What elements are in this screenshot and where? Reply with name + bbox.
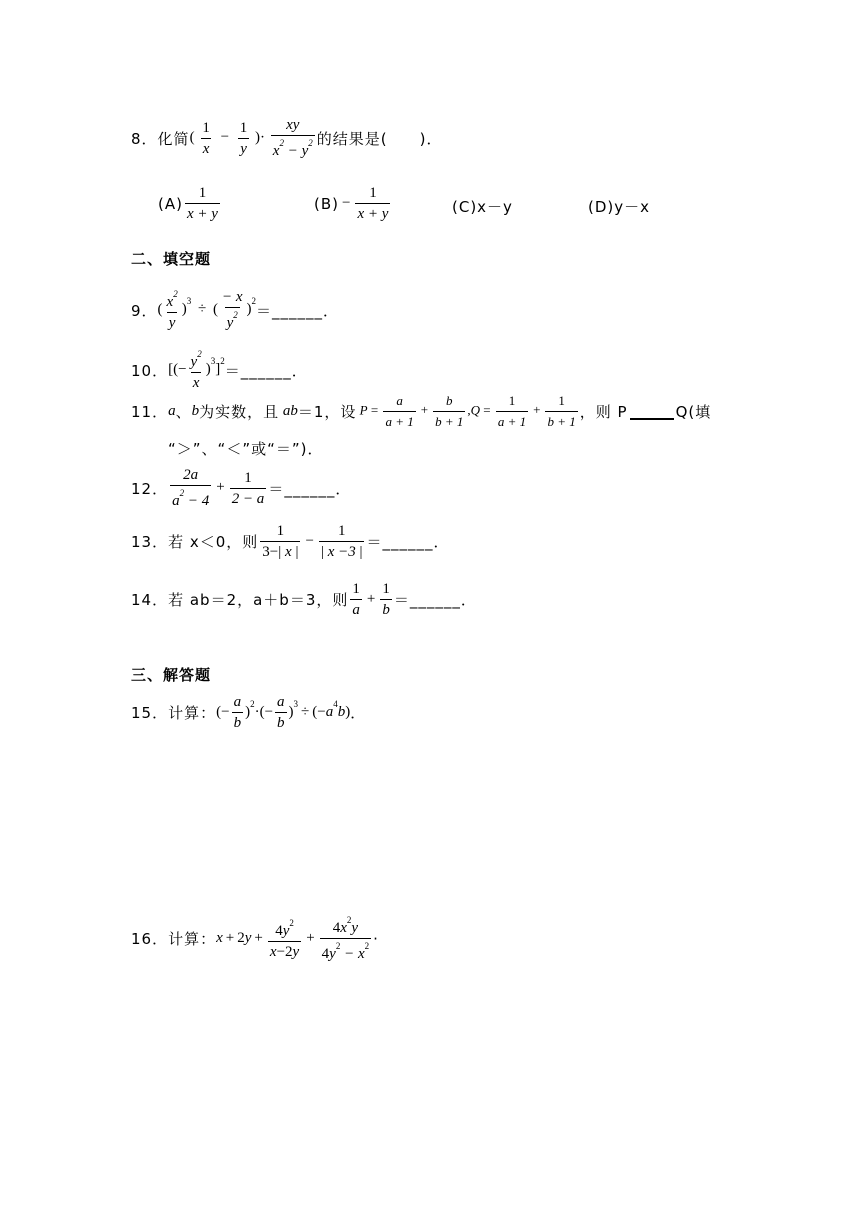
expression: $\frac{2a}{a^2 - 4}$ + $\frac{1}{2 - a}$ (172, 467, 265, 509)
text-segment: “＞”、“＜”或“＝”)． (168, 440, 324, 458)
text-segment: ，则 P (579, 403, 628, 421)
question-14 (131, 580, 477, 619)
question-lead: 计算： (168, 704, 217, 722)
question-lead: 化简 (157, 129, 190, 148)
option-a-expression: $\frac{1}{x + y}$ (186, 185, 218, 222)
expression: P = $\frac{a}{a + 1}$ + $\frac{b}{b + 1}$ ,Q = $\frac{1}{a + 1}$ + $\frac{1}{b + 1}$ (356, 393, 576, 429)
question-8-option-c (452, 196, 513, 217)
question-number: 10． (131, 361, 169, 380)
question-tail: ． (350, 704, 367, 722)
question-lead: 计算： (168, 930, 217, 948)
text-segment: 为实数，且 (199, 403, 280, 421)
option-a-label: (A) (158, 194, 183, 213)
question-tail: ＝______． (366, 533, 450, 551)
question-tail: ＝______． (224, 361, 308, 380)
question-tail: 的结果是( )． (316, 129, 443, 148)
question-15 (131, 693, 366, 732)
question-12 (131, 466, 351, 510)
question-8-option-b (314, 184, 392, 223)
expression: x + 2y + $\frac{4y^2}{x-2y}$ + $\frac{4x^2y}{4y^2 - x^2}$ (216, 915, 370, 962)
option-d: (D)y－x (588, 198, 651, 216)
question-number: 13． (131, 533, 169, 551)
question-9 (131, 288, 339, 332)
answer-blank (630, 404, 674, 420)
expression: ( $\frac{x^2}{y}$ )$^3$ ÷ ( $\frac{- x}{y^2}$ )$^2$ (157, 289, 256, 331)
question-number: 11． (131, 403, 169, 421)
question-tail: ＝______． (268, 479, 352, 498)
variable-a: a (168, 403, 176, 419)
expression: [(− $\frac{y^2}{x}$ )$^3$]$^2$ (168, 349, 225, 391)
text-segment: Q(填 (675, 403, 712, 421)
expression: (− $\frac{a}{b}$ )$^2$·(− $\frac{a}{b}$ )$^3 \div (-a^4b)$ (216, 694, 351, 731)
option-b-label: (B) (314, 194, 339, 213)
section-title: 三、解答题 (131, 666, 212, 684)
section-heading-2 (131, 248, 211, 269)
expression: ( $\frac{1}{x}$ − $\frac{1}{y}$ )· $\frac{xy}{x^2 - y^2}$ (189, 117, 313, 159)
question-number: 12． (131, 479, 169, 498)
question-lead: 若 x＜0，则 (168, 533, 259, 551)
variable-ab: ab (279, 403, 298, 419)
option-c: (C)x－y (452, 198, 513, 216)
question-13 (131, 522, 450, 561)
question-number: 14． (131, 591, 169, 609)
text-segment: 、 (175, 403, 192, 421)
question-16 (131, 914, 379, 963)
question-number: 16． (131, 930, 169, 948)
question-tail: ＝______． (393, 591, 477, 609)
text-segment: ＝1，设 (297, 403, 357, 421)
question-8 (131, 116, 442, 160)
question-number: 8． (131, 129, 158, 148)
section-title: 二、填空题 (131, 250, 212, 268)
question-11-line-2 (168, 438, 323, 459)
expression: $\frac{1}{3-| x |}$ − $\frac{1}{| x -3 |}$ (262, 523, 363, 560)
question-tail: ＝______． (255, 301, 339, 320)
section-heading-3 (131, 664, 211, 685)
option-b-expression: − $\frac{1}{x + y}$ (342, 185, 389, 222)
question-number: 15． (131, 704, 169, 722)
expression: $\frac{1}{a}$ + $\frac{1}{b}$ (352, 581, 390, 618)
question-lead: 若 ab＝2，a＋b＝3，则 (168, 591, 349, 609)
variable-b: b (191, 403, 200, 419)
question-10 (131, 348, 308, 392)
question-11 (131, 392, 711, 431)
question-tail: · (373, 929, 379, 948)
question-number: 9． (131, 301, 158, 320)
question-8-option-d (588, 196, 650, 217)
question-8-options (158, 184, 222, 223)
